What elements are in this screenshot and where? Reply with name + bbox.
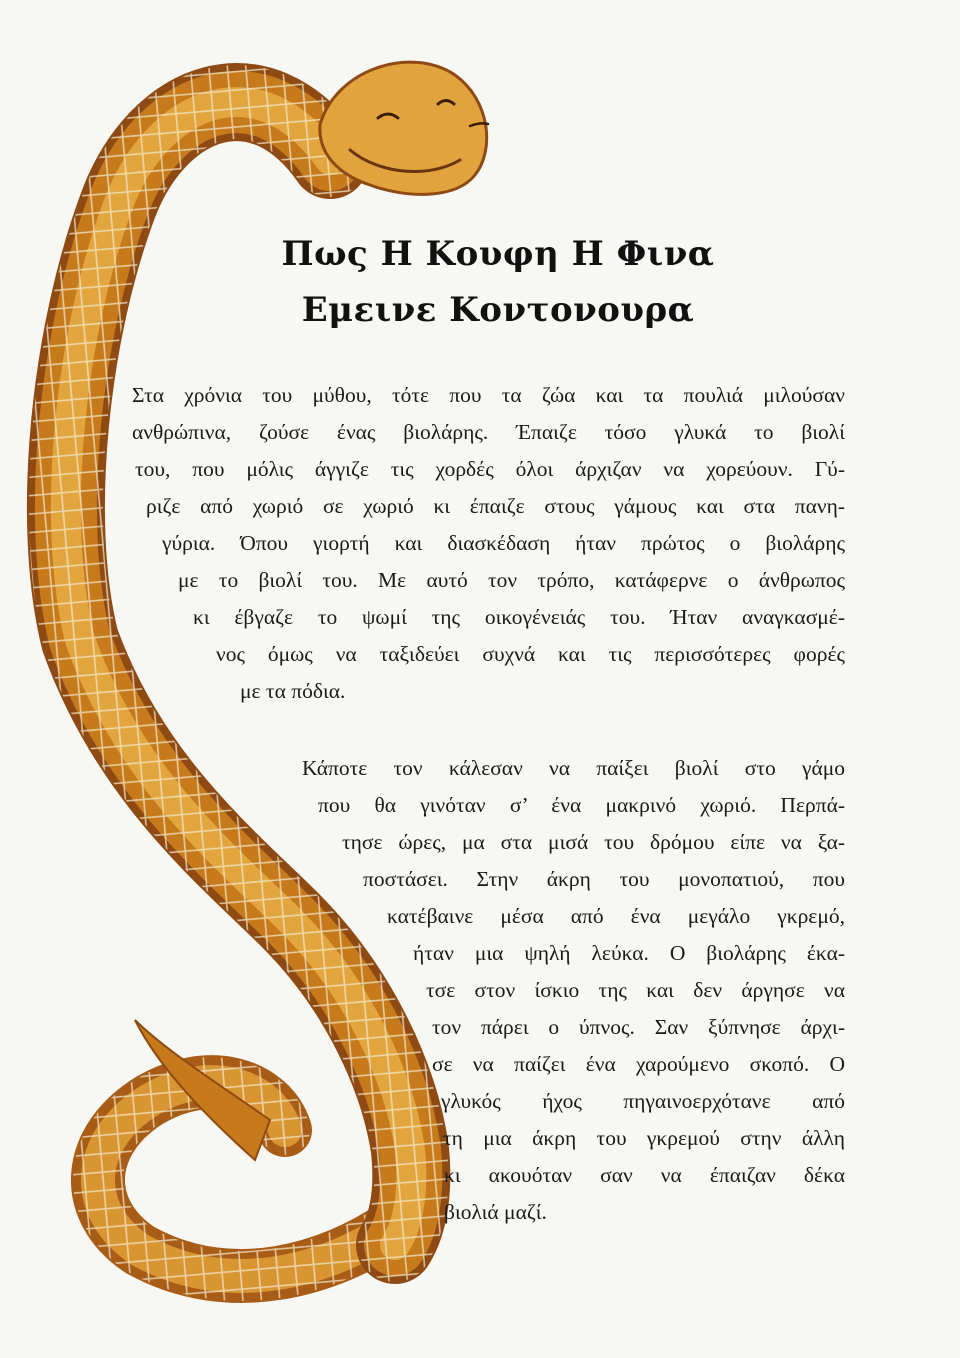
paragraph-line: που θα γινόταν σ’ ένα μακρινό χωριό. Περπά- <box>318 793 845 817</box>
paragraph-line: τη μια άκρη του γκρεμού στην άλλη <box>443 1126 845 1150</box>
paragraph-line: ριζε από χωριό σε χωριό κι έπαιζε στους γάμους και στα πανη- <box>146 494 845 518</box>
paragraph-line: τησε ώρες, μα στα μισά του δρόμου είπε να ξα- <box>342 830 845 854</box>
paragraph-line: με το βιολί του. Με αυτό τον τρόπο, κατάφερνε ο άνθρωπος <box>178 568 845 592</box>
paragraph-line: τσε στον ίσκιο της και δεν άργησε να <box>426 978 845 1002</box>
paragraph-line: με τα πόδια. <box>240 679 346 703</box>
paragraph-line: Στα χρόνια του μύθου, τότε που τα ζώα και τα πουλιά μιλούσαν <box>132 383 845 407</box>
paragraph-line: ήταν μια ψηλή λεύκα. Ο βιολάρης έκα- <box>413 941 845 965</box>
paragraph-line: νος όμως να ταξιδεύει συχνά και τις περισσότερες φορές <box>216 642 845 666</box>
paragraph-line: του, που μόλις άγγιζε τις χορδές όλοι άρχιζαν να χορεύουν. Γύ- <box>135 457 845 481</box>
story-title-line-1: Πως Η Κουφη Η Φινα <box>281 234 715 274</box>
paragraph-line: τον πάρει ο ύπνος. Σαν ξύπνησε άρχι- <box>432 1015 845 1039</box>
paragraph-line: γύρια. Όπου γιορτή και διασκέδαση ήταν πρώτος ο βιολάρης <box>162 531 845 555</box>
paragraph-line: ποστάσει. Στην άκρη του μονοπατιού, που <box>363 867 845 891</box>
paragraph-line: σε να παίζει ένα χαρούμενο σκοπό. Ο <box>432 1052 845 1076</box>
snake-head <box>320 62 487 194</box>
paragraph-line: κι ακουόταν σαν να έπαιζαν δέκα <box>444 1163 845 1187</box>
story-title <box>0 226 960 338</box>
paragraph-line: βιολιά μαζί. <box>444 1200 547 1224</box>
paragraph-line: γλυκός ήχος πηγαινοερχότανε από <box>441 1089 845 1113</box>
paragraph-line: ανθρώπινα, ζούσε ένας βιολάρης. Έπαιζε τόσο γλυκά το βιολί <box>132 420 845 444</box>
paragraph-line: κι έβγαζε το ψωμί της οικογένειάς του. Ήταν αναγκασμέ- <box>193 605 845 629</box>
story-title-line-2: Εμεινε Κοντονουρα <box>301 290 695 330</box>
paragraph-line: Κάποτε τον κάλεσαν να παίξει βιολί στο γάμο <box>302 756 845 780</box>
paragraph-line: κατέβαινε μέσα από ένα μεγάλο γκρεμό, <box>387 904 845 928</box>
